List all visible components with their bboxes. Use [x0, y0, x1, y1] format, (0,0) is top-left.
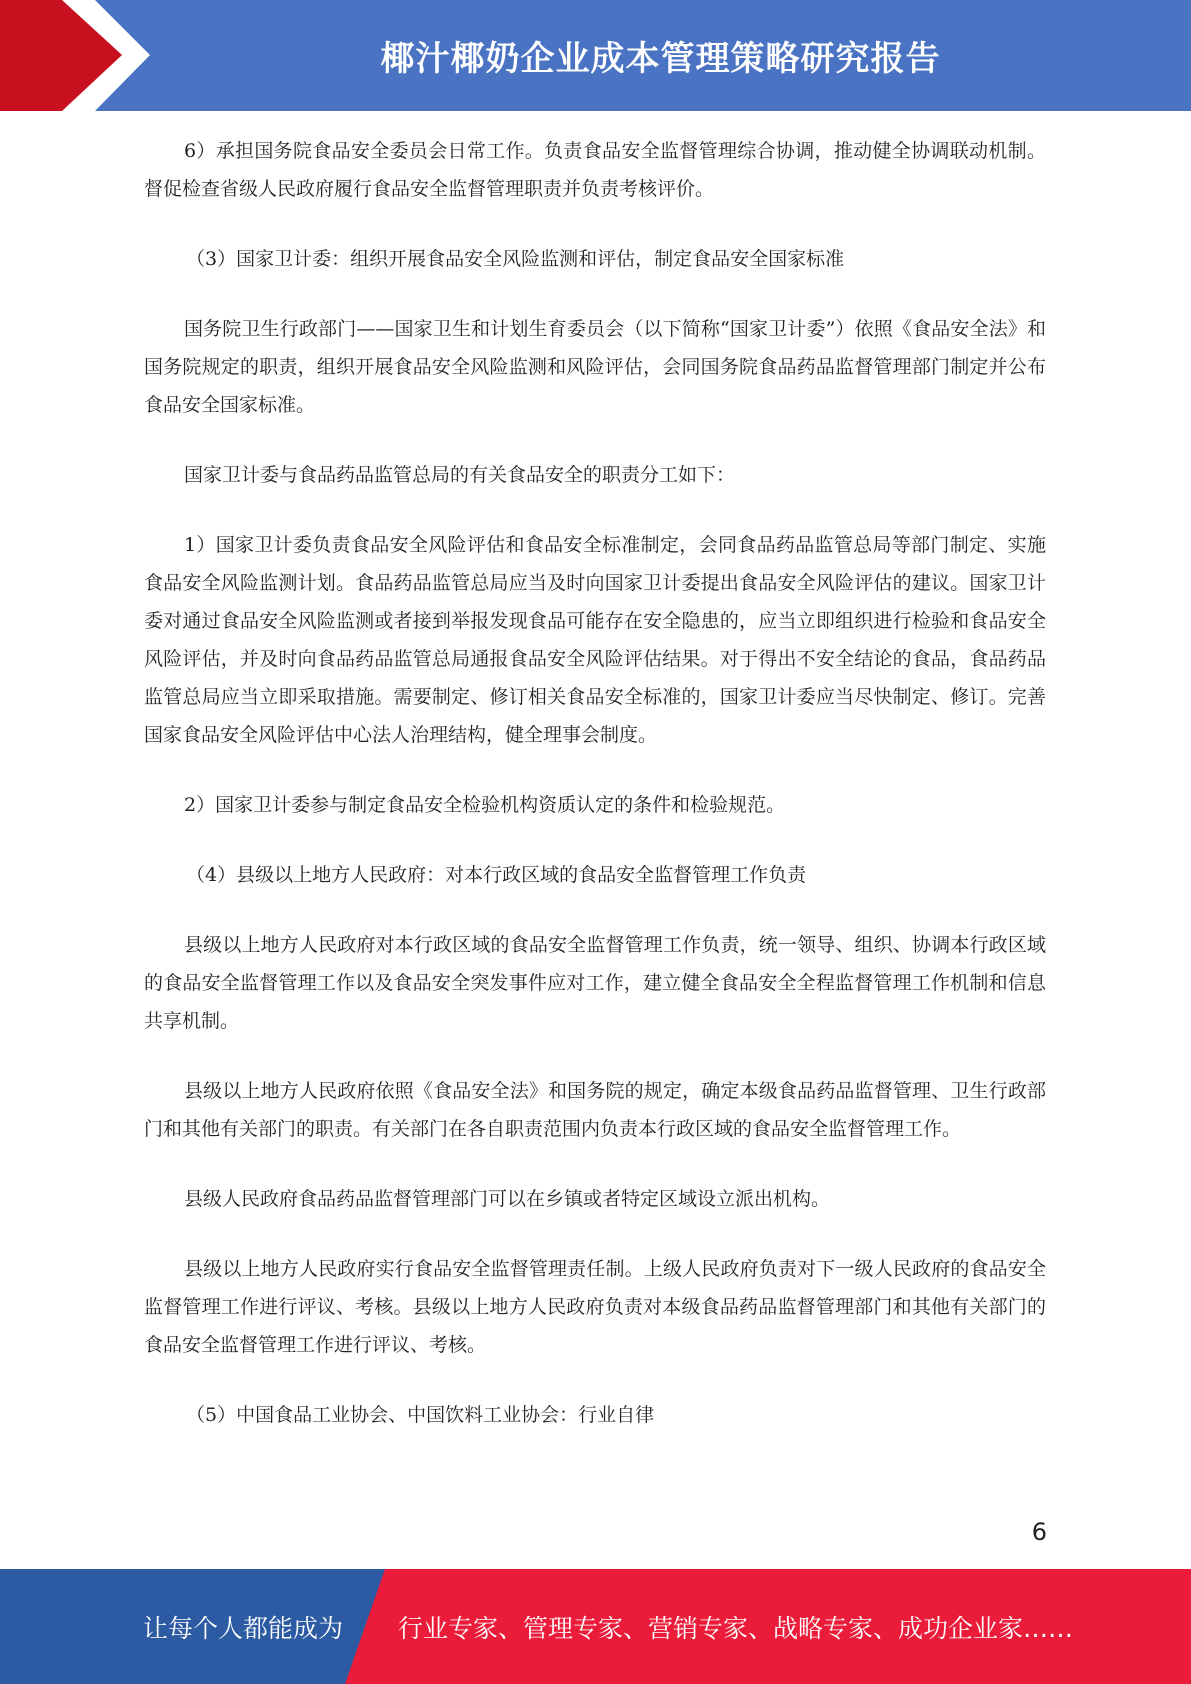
section-heading: （3）国家卫计委：组织开展食品安全风险监测和评估，制定食品安全国家标准	[186, 248, 845, 270]
footer-banner	[0, 1569, 1191, 1684]
paragraph: 国务院卫生行政部门——国家卫生和计划生育委员会（以下简称“国家卫计委”）依照《食品安全法》和国务院规定的职责，组织开展食品安全风险监测和风险评估，会同国务院食品药品监督管理部门制定并公布食品安全国家标准。	[144, 318, 1046, 416]
section-heading: （4）县级以上地方人民政府：对本行政区域的食品安全监督管理工作负责	[186, 864, 807, 886]
page-number: 6	[1031, 1518, 1047, 1546]
section-heading: （5）中国食品工业协会、中国饮料工业协会：行业自律	[186, 1404, 655, 1426]
paragraph: 县级以上地方人民政府实行食品安全监督管理责任制。上级人民政府负责对下一级人民政府的食品安全监督管理工作进行评议、考核。县级以上地方人民政府负责对本级食品药品监督管理部门和其他有关部门的食品安全监督管理工作进行评议、考核。	[144, 1258, 1046, 1356]
paragraph: 6）承担国务院食品安全委员会日常工作。负责食品安全监督管理综合协调，推动健全协调联动机制。督促检查省级人民政府履行食品安全监督管理职责并负责考核评价。	[144, 140, 1046, 200]
paragraph: 1）国家卫计委负责食品安全风险评估和食品安全标准制定，会同食品药品监管总局等部门制定、实施食品安全风险监测计划。食品药品监管总局应当及时向国家卫计委提出食品安全风险评估的建议。国家卫计委对通过食品安全风险监测或者接到举报发现食品可能存在安全隐患的，应当立即组织进行检验和食品安全风险评估，并及时向食品药品监管总局通报食品安全风险评估结果。对于得出不安全结论的食品，食品药品监管总局应当立即采取措施。需要制定、修订相关食品安全标准的，国家卫计委应当尽快制定、修订。完善国家食品安全风险评估中心法人治理结构，健全理事会制度。	[144, 534, 1046, 746]
paragraph: 国家卫计委与食品药品监管总局的有关食品安全的职责分工如下：	[184, 464, 736, 486]
header-red-chevron	[0, 0, 160, 111]
paragraph: 2）国家卫计委参与制定食品安全检验机构资质认定的条件和检验规范。	[184, 794, 786, 816]
paragraph: 县级人民政府食品药品监督管理部门可以在乡镇或者特定区域设立派出机构。	[184, 1188, 831, 1210]
footer-slogan-right: 行业专家、管理专家、营销专家、战略专家、成功企业家……	[398, 1613, 1074, 1643]
paragraph: 县级以上地方人民政府依照《食品安全法》和国务院的规定，确定本级食品药品监督管理、卫生行政部门和其他有关部门的职责。有关部门在各自职责范围内负责本行政区域的食品安全监督管理工作。	[144, 1080, 1046, 1140]
header-banner	[0, 0, 1191, 111]
page-title: 椰汁椰奶企业成本管理策略研究报告	[380, 39, 941, 79]
footer-slogan-left: 让每个人都能成为	[143, 1613, 344, 1643]
document-body	[144, 132, 1046, 1466]
paragraph: 县级以上地方人民政府对本行政区域的食品安全监督管理工作负责，统一领导、组织、协调本行政区域的食品安全监督管理工作以及食品安全突发事件应对工作，建立健全食品安全全程监督管理工作机制和信息共享机制。	[144, 934, 1046, 1032]
